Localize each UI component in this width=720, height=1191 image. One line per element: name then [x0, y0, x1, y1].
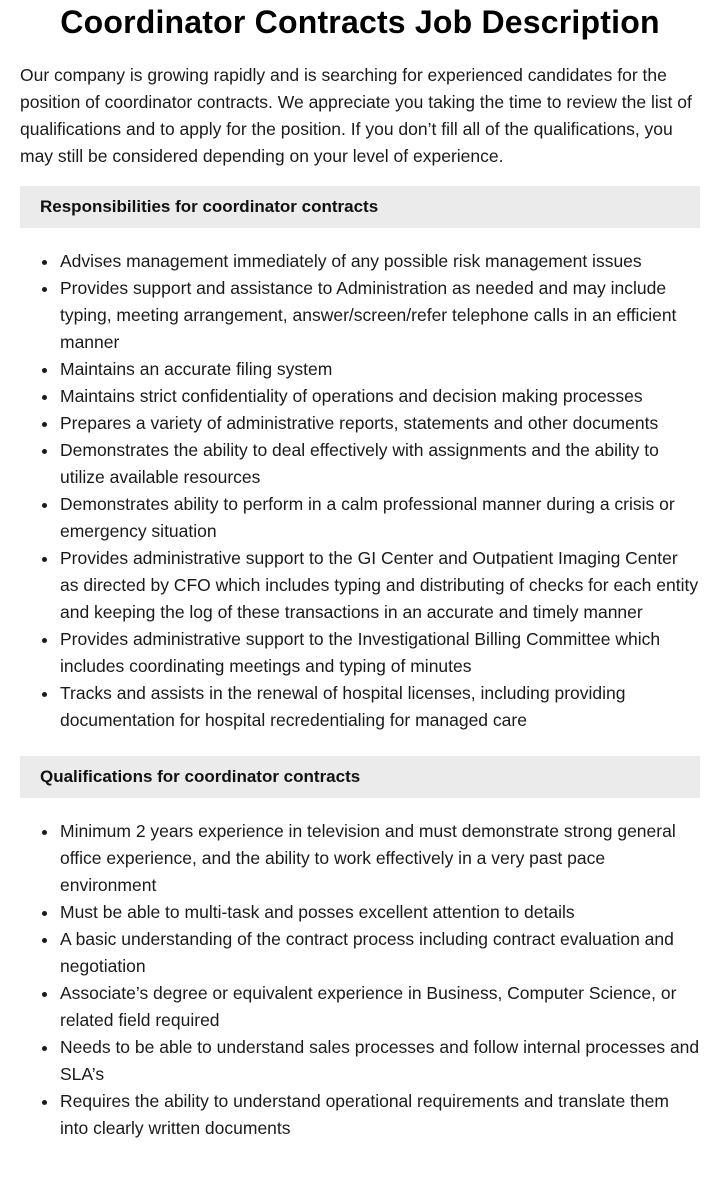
list-item [60, 680, 700, 734]
bullet-icon [42, 449, 47, 454]
list-item [60, 818, 700, 899]
bullet-icon [42, 911, 47, 916]
list-item [60, 1088, 700, 1142]
list-item-text: Associate’s degree or equivalent experience in Business, Computer Science, or related field required [60, 983, 677, 1030]
bullet-icon [42, 422, 47, 427]
bullet-icon [42, 260, 47, 265]
bullet-icon [42, 992, 47, 997]
bullet-icon [42, 1100, 47, 1105]
list-item [60, 980, 700, 1034]
list-item [60, 545, 700, 626]
bullet-icon [42, 287, 47, 292]
bullet-icon [42, 368, 47, 373]
list-item-text: Prepares a variety of administrative reports, statements and other documents [60, 413, 659, 433]
list-item-text: Must be able to multi-task and posses excellent attention to details [60, 902, 575, 922]
bullet-icon [42, 395, 47, 400]
bullet-icon [42, 557, 47, 562]
bullet-icon [42, 503, 47, 508]
list-item [60, 899, 700, 926]
list-item-text: Minimum 2 years experience in television and must demonstrate strong general office experience, and the ability to work effectively in a very past pace environment [60, 821, 676, 895]
bullet-icon [42, 1046, 47, 1051]
responsibilities-heading: Responsibilities for coordinator contracts [20, 186, 700, 228]
page-title: Coordinator Contracts Job Description [60, 4, 660, 40]
bullet-icon [42, 692, 47, 697]
list-item [60, 1034, 700, 1088]
intro-paragraph: Our company is growing rapidly and is searching for experienced candidates for the position of coordinator contracts. We appreciate you taking the time to review the list of qualifications and to apply for the position. If you don’t fill all of the qualifications, you may still be considered depending on your level of experience. [20, 65, 692, 166]
bullet-icon [42, 938, 47, 943]
qualifications-heading: Qualifications for coordinator contracts [20, 756, 700, 798]
list-item-text: Advises management immediately of any possible risk management issues [60, 251, 642, 271]
list-item [60, 437, 700, 491]
list-item [60, 248, 700, 275]
list-item-text: Demonstrates ability to perform in a calm professional manner during a crisis or emergency situation [60, 494, 675, 541]
list-item [60, 275, 700, 356]
qualifications-list [20, 818, 700, 1142]
list-item-text: A basic understanding of the contract process including contract evaluation and negotiation [60, 929, 674, 976]
list-item [60, 626, 700, 680]
list-item-text: Tracks and assists in the renewal of hospital licenses, including providing documentation for hospital recredentialing for managed care [60, 683, 626, 730]
list-item [60, 926, 700, 980]
list-item [60, 491, 700, 545]
list-item-text: Provides administrative support to the GI Center and Outpatient Imaging Center as directed by CFO which includes typing and distributing of checks for each entity and keeping the log of these transactions in an accurate and timely manner [60, 548, 699, 622]
list-item-text: Maintains strict confidentiality of operations and decision making processes [60, 386, 643, 406]
responsibilities-list [20, 248, 700, 734]
list-item-text: Demonstrates the ability to deal effectively with assignments and the ability to utilize available resources [60, 440, 659, 487]
list-item [60, 383, 700, 410]
list-item-text: Maintains an accurate filing system [60, 359, 333, 379]
bullet-icon [42, 638, 47, 643]
bullet-icon [42, 830, 47, 835]
list-item-text: Requires the ability to understand operational requirements and translate them into clearly written documents [60, 1091, 669, 1138]
list-item-text: Provides support and assistance to Administration as needed and may include typing, meeting arrangement, answer/screen/refer telephone calls in an efficient manner [60, 278, 677, 352]
list-item [60, 410, 700, 437]
list-item-text: Needs to be able to understand sales processes and follow internal processes and SLA’s [60, 1037, 700, 1084]
list-item [60, 356, 700, 383]
list-item-text: Provides administrative support to the Investigational Billing Committee which includes coordinating meetings and typing of minutes [60, 629, 661, 676]
